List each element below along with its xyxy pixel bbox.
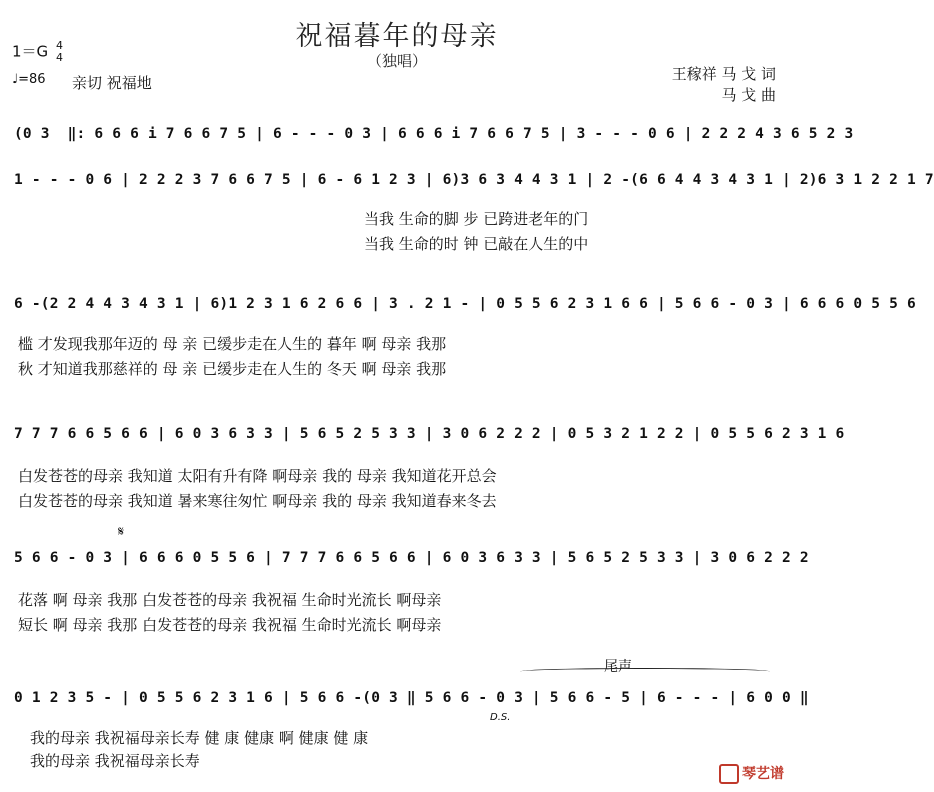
song-subtitle: （独唱）: [366, 52, 427, 70]
site-logo: 琴艺谱: [719, 763, 784, 784]
lyrics-row-6-verse-2: 我的母亲 我祝福母亲长寿: [30, 752, 200, 770]
logo-icon: [719, 764, 739, 784]
lyrics-row-4-verse-2: 白发苍苍的母亲 我知道 暑来寒往匆忙 啊母亲 我的 母亲 我知道春来冬去: [18, 492, 497, 510]
time-signature-top: 4: [55, 39, 63, 52]
tempo-mark: ♩=86: [12, 72, 46, 87]
segno-mark: 𝄋: [118, 524, 125, 540]
notation-row-6: 0 1 2 3 5 - | 0 5 5 6 2 3 1 6 | 5 6 6 -(0 3 ‖ 5 6 6 - 0 3 | 5 6 6 - 5 | 6 - - - | 6 0 0 ‖: [14, 690, 809, 706]
lyrics-row-3-verse-2: 秋 才知道我那慈祥的 母 亲 已缓步走在人生的 冬天 啊 母亲 我那: [18, 360, 447, 378]
dal-segno-mark: D.S.: [490, 712, 511, 723]
lyrics-row-5-verse-1: 花落 啊 母亲 我那 白发苍苍的母亲 我祝福 生命时光流长 啊母亲: [18, 591, 442, 609]
lyrics-row-2-verse-1: 当我 生命的脚 步 已跨进老年的门: [364, 210, 589, 228]
lyrics-row-3-verse-1: 槛 才发现我那年迈的 母 亲 已缓步走在人生的 暮年 啊 母亲 我那: [18, 335, 447, 353]
key-signature: 1＝G 4 4: [12, 39, 63, 64]
notation-row-2: 1 - - - 0 6 | 2 2 2 3 7 6 6 7 5 | 6 - 6 1 2 3 | 6)3 6 3 4 4 3 1 | 2 -(6 6 4 4 3 4 3 1 | 2)6 3 1 2 2 1 7: [14, 172, 934, 188]
lyricist-credit: 王稼祥 马 戈 词: [671, 65, 776, 83]
time-signature-bottom: 4: [55, 51, 63, 64]
lyrics-row-4-verse-1: 白发苍苍的母亲 我知道 太阳有升有降 啊母亲 我的 母亲 我知道花开总会: [18, 467, 497, 485]
composer-credit: 马 戈 曲: [721, 86, 776, 104]
notation-row-1: (0 3 ‖: 6 6 6 i 7 6 6 7 5 | 6 - - - 0 3 | 6 6 6 i 7 6 6 7 5 | 3 - - - 0 6 | 2 2 2 4 3 6 5 2 3: [14, 126, 854, 142]
expression-mark: 亲切 祝福地: [72, 74, 152, 92]
coda-bracket: [520, 668, 770, 675]
notation-row-3: 6 -(2 2 4 4 3 4 3 1 | 6)1 2 3 1 6 2 6 6 | 3 . 2 1 - | 0 5 5 6 2 3 1 6 6 | 5 6 6 - 0 3 | 6 6 6 0 5 5 6: [14, 296, 916, 312]
lyrics-row-5-verse-2: 短长 啊 母亲 我那 白发苍苍的母亲 我祝福 生命时光流长 啊母亲: [18, 616, 442, 634]
coda-label: 尾声: [604, 659, 632, 675]
lyrics-row-6-verse-1: 我的母亲 我祝福母亲长寿 健 康 健康 啊 健康 健 康: [30, 729, 369, 747]
notation-row-4: 7 7 7 6 6 5 6 6 | 6 0 3 6 3 3 | 5 6 5 2 5 3 3 | 3 0 6 2 2 2 | 0 5 3 2 1 2 2 | 0 5 5 6 2 3 1 6: [14, 426, 845, 442]
lyrics-row-2-verse-2: 当我 生命的时 钟 已敲在人生的中: [364, 235, 589, 253]
song-title: 祝福暮年的母亲: [295, 21, 499, 52]
notation-row-5: 5 6 6 - 0 3 | 6 6 6 0 5 5 6 | 7 7 7 6 6 5 6 6 | 6 0 3 6 3 3 | 5 6 5 2 5 3 3 | 3 0 6 2 2 2: [14, 550, 809, 566]
